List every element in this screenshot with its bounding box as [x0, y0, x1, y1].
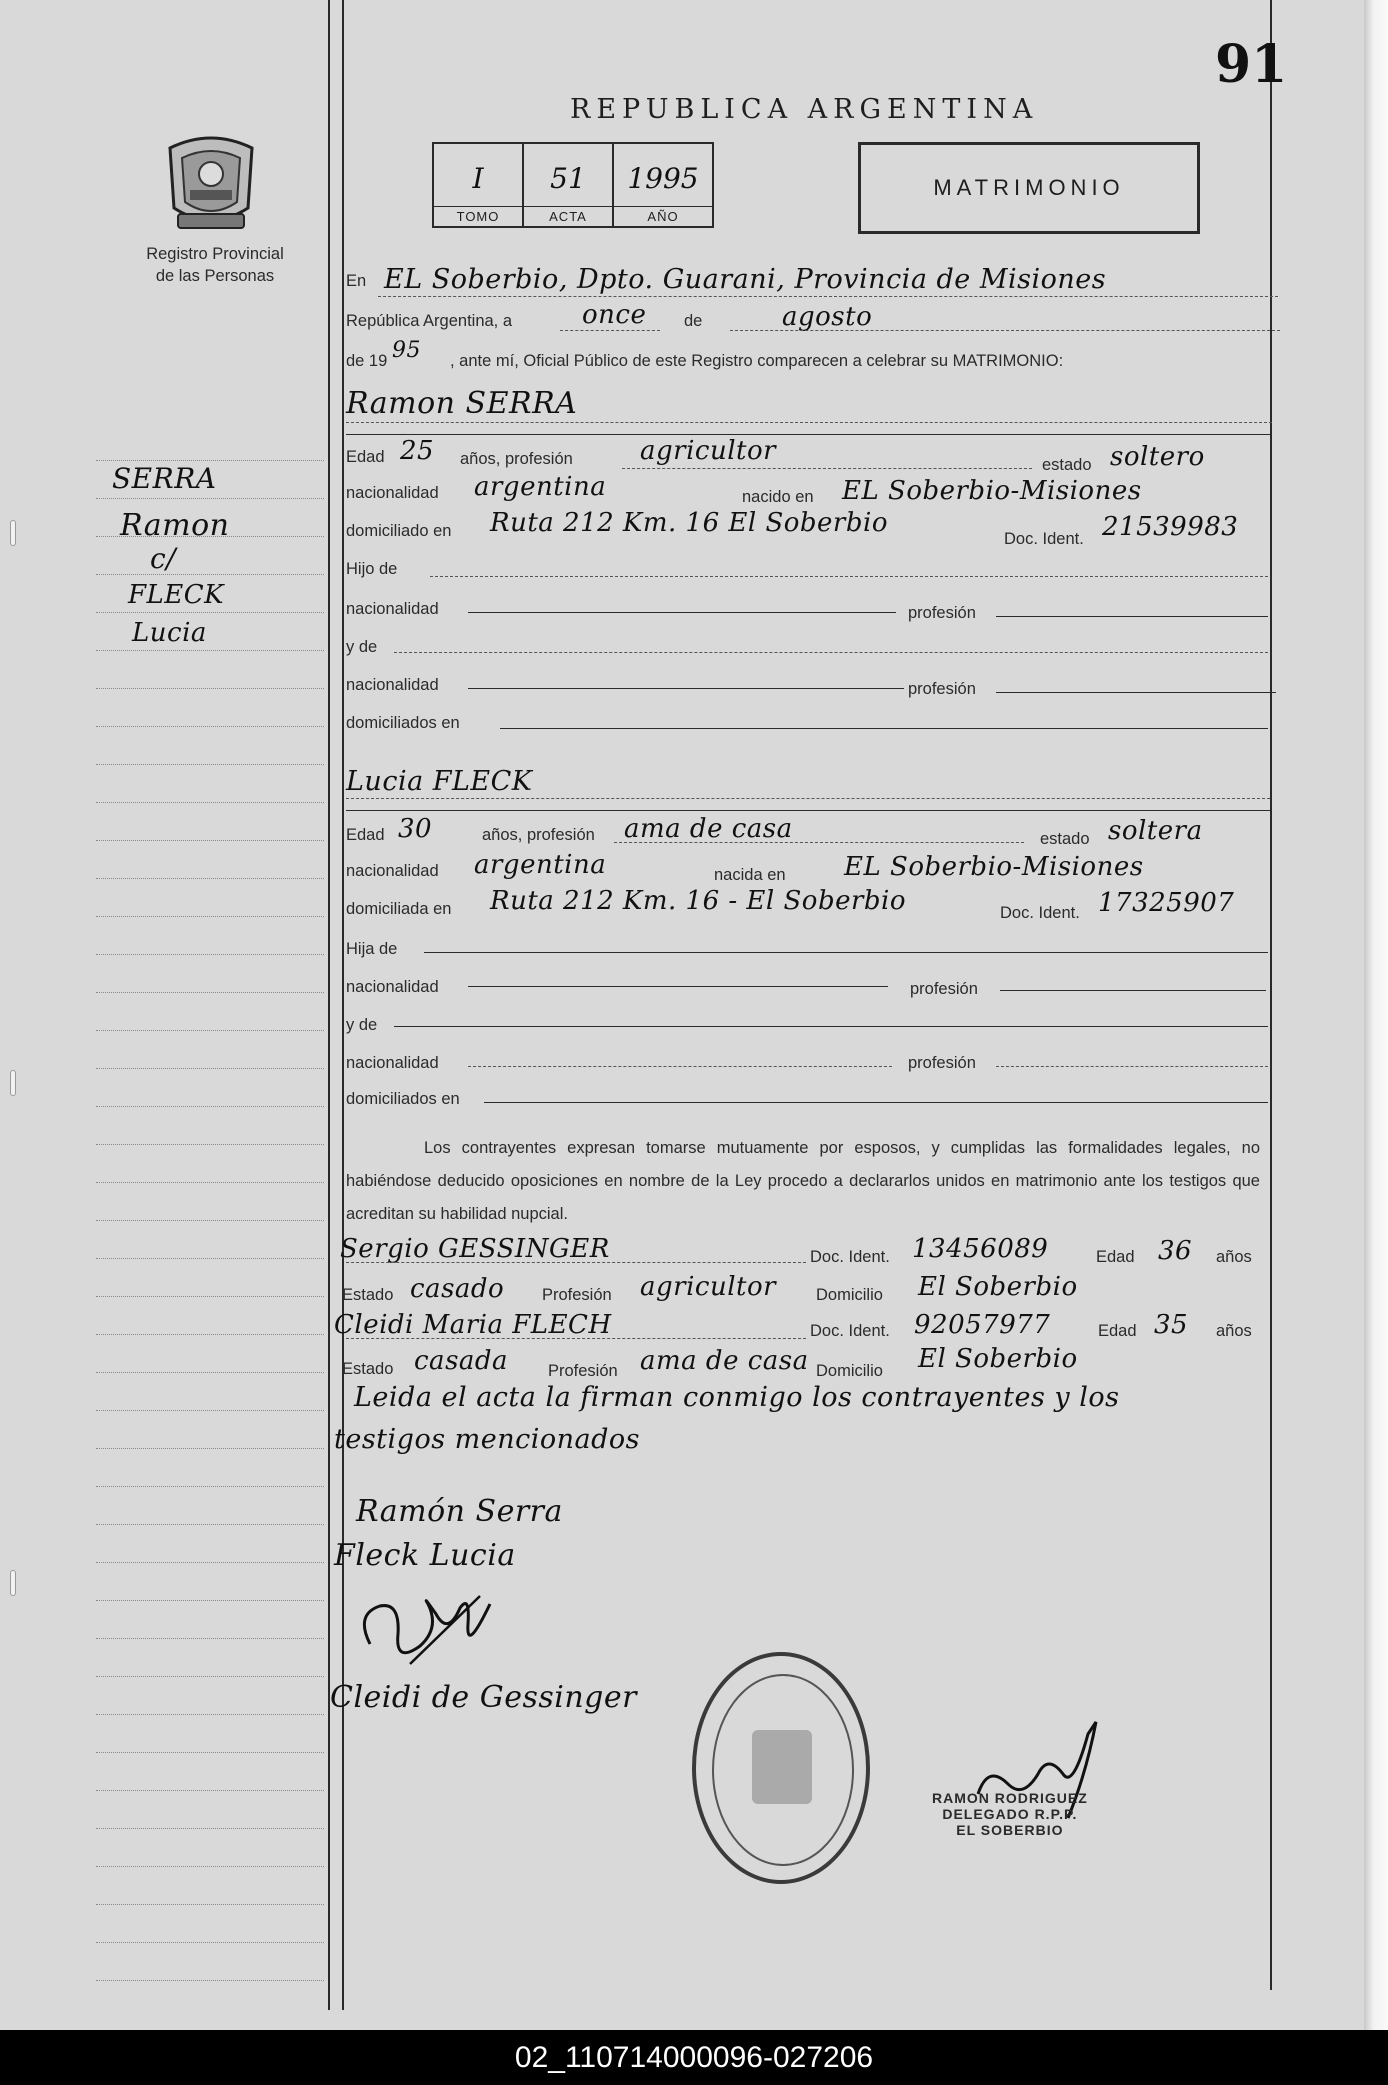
- month-line: [730, 330, 1280, 331]
- margin-rule-line: [96, 1106, 324, 1107]
- place-line: [378, 296, 1278, 297]
- groom-nac-label: nacionalidad: [346, 600, 439, 618]
- bride-nac-line: [468, 986, 888, 987]
- bride-nacionalidad-label: nacionalidad: [346, 862, 439, 880]
- en-label: En: [346, 272, 367, 290]
- ano-cell: [614, 144, 712, 228]
- bride-prof2-label: profesión: [908, 1054, 976, 1072]
- groom-estado: soltero: [1110, 442, 1205, 472]
- acta-value: 51: [550, 162, 586, 195]
- margin-rule-line: [96, 1866, 324, 1867]
- groom-prof-line: [622, 468, 1032, 469]
- margin-rule-line: [96, 1296, 324, 1297]
- margin-rule-line: [96, 1182, 324, 1183]
- margin-rule-line: [96, 1562, 324, 1563]
- place-value: EL Soberbio, Dpto. Guarani, Provincia de Misiones: [384, 264, 1107, 295]
- tomo-cell: [434, 144, 524, 228]
- witness2-doc-label: Doc. Ident.: [810, 1322, 890, 1340]
- witness2-estado: casada: [414, 1346, 509, 1376]
- witness2-doc: 92057977: [914, 1310, 1051, 1340]
- bride-prof-line: [614, 842, 1024, 843]
- margin-note-line-4: FLECK: [128, 580, 225, 610]
- witness1-estado: casado: [410, 1274, 505, 1304]
- witness2-name: Cleidi Maria FLECH: [334, 1310, 612, 1340]
- margin-rule-line: [96, 1410, 324, 1411]
- margin-rule-line: [96, 1676, 324, 1677]
- groom-anos-prof-label: años, profesión: [460, 450, 573, 468]
- bride-doc: 17325907: [1098, 888, 1235, 918]
- bride-profession: ama de casa: [624, 814, 793, 844]
- witness1-name: Sergio GESSINGER: [340, 1234, 610, 1264]
- acta-label: ACTA: [524, 206, 612, 224]
- margin-rule-line: [96, 574, 324, 575]
- seal-emblem: [752, 1730, 812, 1804]
- margin-note-line-5: Lucia: [132, 618, 207, 648]
- margin-rule-line: [96, 1600, 324, 1601]
- page-number: 91: [1215, 34, 1288, 95]
- margin-rule-line: [96, 460, 324, 461]
- bride-anos-prof-label: años, profesión: [482, 826, 595, 844]
- day-line: [560, 330, 660, 331]
- margin-rule-line: [96, 1334, 324, 1335]
- bride-age: 30: [398, 814, 433, 844]
- margin-note-line-3: c/: [150, 542, 177, 575]
- bride-nacida-label: nacida en: [714, 866, 786, 884]
- margin-rule-line: [96, 1448, 324, 1449]
- margin-note-line-1: SERRA: [112, 462, 217, 495]
- witness1-name-line: [346, 1262, 806, 1263]
- bride-name: Lucia FLECK: [346, 766, 533, 797]
- margin-note-line-2: Ramon: [120, 508, 230, 543]
- witness2-dom-label: Domicilio: [816, 1362, 883, 1380]
- margin-rule-line: [96, 1942, 324, 1943]
- groom-prof2-label: profesión: [908, 680, 976, 698]
- witness1-dom-label: Domicilio: [816, 1286, 883, 1304]
- groom-estado-label: estado: [1042, 456, 1092, 474]
- page-title: REPUBLICA ARGENTINA: [570, 94, 1039, 125]
- official-name: RAMON RODRIGUEZ: [932, 1790, 1088, 1806]
- groom-domiciliados-label: domiciliados en: [346, 714, 460, 732]
- groom-nac2-label: nacionalidad: [346, 676, 439, 694]
- witness1-age: 36: [1158, 1236, 1193, 1266]
- page-edge: [1364, 0, 1388, 2030]
- margin-rule-line: [96, 1714, 324, 1715]
- witness1-domicile: El Soberbio: [918, 1272, 1078, 1302]
- witness1-doc-label: Doc. Ident.: [810, 1248, 890, 1266]
- margin-rule-line: [96, 840, 324, 841]
- witness2-domicile: El Soberbio: [918, 1344, 1078, 1374]
- de-label: de: [684, 312, 703, 330]
- signature-groom: Ramón Serra: [356, 1494, 563, 1529]
- margin-rule-line: [96, 764, 324, 765]
- witness2-profession: ama de casa: [640, 1346, 809, 1376]
- margin-rule-line: [96, 954, 324, 955]
- witness1-doc: 13456089: [912, 1234, 1049, 1264]
- witness2-prof-label: Profesión: [548, 1362, 618, 1380]
- bride-nac2-label: nacionalidad: [346, 1054, 439, 1072]
- bride-estado: soltera: [1108, 816, 1203, 846]
- month-value: agosto: [782, 302, 873, 332]
- witness1-anos-label: años: [1216, 1248, 1252, 1266]
- bride-domiciliados-label: domiciliados en: [346, 1090, 460, 1108]
- registry-name: [112, 243, 318, 287]
- margin-rule-line: [96, 1372, 324, 1373]
- groom-hijo-label: Hijo de: [346, 560, 398, 578]
- margin-rule-line: [96, 726, 324, 727]
- witness2-anos-label: años: [1216, 1322, 1252, 1340]
- bride-prof2b-line: [996, 1066, 1268, 1067]
- margin-rule-line: [96, 1638, 324, 1639]
- groom-profession: agricultor: [640, 436, 777, 466]
- margin-rule-line: [96, 612, 324, 613]
- republica-label: República Argentina, a: [346, 312, 513, 330]
- groom-prof2b-line: [996, 692, 1276, 693]
- record-type-box: [858, 142, 1200, 234]
- groom-name: Ramon SERRA: [346, 386, 578, 421]
- groom-doc: 21539983: [1102, 512, 1239, 542]
- margin-rule-line: [96, 1524, 324, 1525]
- groom-nacionalidad-label: nacionalidad: [346, 484, 439, 502]
- witness1-edad-label: Edad: [1096, 1248, 1135, 1266]
- groom-domiciliados-line: [500, 728, 1268, 729]
- witness2-name-line: [346, 1338, 806, 1339]
- bride-domiciliada-label: domiciliada en: [346, 900, 452, 918]
- bride-doc-label: Doc. Ident.: [1000, 904, 1080, 922]
- witness1-estado-label: Estado: [342, 1286, 394, 1304]
- margin-rule-line: [96, 1980, 324, 1981]
- bride-nac-label: nacionalidad: [346, 978, 439, 996]
- binding-stitch: [10, 1570, 16, 1596]
- witness1-profession: agricultor: [640, 1272, 777, 1302]
- groom-nacido-label: nacido en: [742, 488, 814, 506]
- groom-prof2-line: [996, 616, 1268, 617]
- ano-label: AÑO: [614, 206, 712, 224]
- margin-rule-line: [96, 688, 324, 689]
- bride-estado-label: estado: [1040, 830, 1090, 848]
- groom-birthplace: EL Soberbio-Misiones: [842, 476, 1142, 506]
- groom-yde-label: y de: [346, 638, 378, 656]
- bride-divider: [346, 810, 1270, 811]
- bride-hija-line: [424, 952, 1268, 953]
- bride-prof-line2: [1000, 990, 1266, 991]
- bride-yde-label: y de: [346, 1016, 378, 1034]
- registry-line-1: Registro Provincial: [146, 245, 284, 263]
- groom-nac2-line: [468, 688, 904, 689]
- ano-value: 1995: [627, 162, 699, 195]
- bride-domiciliados-line: [484, 1102, 1268, 1103]
- coat-of-arms-icon: [160, 128, 262, 234]
- closing-line-2: testigos mencionados: [334, 1424, 641, 1455]
- margin-rule-line: [96, 1258, 324, 1259]
- bride-prof-label: profesión: [910, 980, 978, 998]
- witness2-estado-label: Estado: [342, 1360, 394, 1378]
- document-id-footer: 02_110714000096-027206: [0, 2030, 1388, 2085]
- declaration-text: Los contrayentes expresan tomarse mutuamente por esposos, y cumplidas las formalidades legales, no habiéndose deducido oposiciones en nombre de la Ley procedo a declararlos unidos en matrimonio ante los testigos que acreditan su habilidad nupcial.: [346, 1139, 1260, 1223]
- signature-witness1-scribble: [350, 1584, 500, 1674]
- year-suffix: 95: [392, 338, 421, 363]
- margin-rule-line: [96, 1486, 324, 1487]
- bride-domicile: Ruta 212 Km. 16 - El Soberbio: [490, 886, 907, 916]
- margin-ruled-lines: [96, 0, 324, 2010]
- binding-stitch: [10, 1070, 16, 1096]
- signature-bride: Fleck Lucia: [334, 1538, 516, 1573]
- groom-domicile: Ruta 212 Km. 16 El Soberbio: [490, 508, 888, 538]
- tomo-label: TOMO: [434, 206, 522, 224]
- registry-line-2: de las Personas: [155, 267, 275, 285]
- closing-line-1: Leida el acta la firman conmigo los contrayentes y los: [354, 1382, 1120, 1413]
- bride-nationality: argentina: [474, 850, 607, 880]
- margin-rule-line: [96, 802, 324, 803]
- record-type: MATRIMONIO: [933, 175, 1125, 200]
- witness2-edad-label: Edad: [1098, 1322, 1137, 1340]
- margin-rule-line: [96, 992, 324, 993]
- groom-doc-label: Doc. Ident.: [1004, 530, 1084, 548]
- day-value: once: [582, 300, 647, 330]
- margin-rule-line: [96, 1752, 324, 1753]
- officer-text: , ante mí, Oficial Público de este Registro comparecen a celebrar su MATRIMONIO:: [450, 352, 1064, 370]
- bride-nac2-line: [468, 1066, 892, 1067]
- margin-rule-line: [96, 1030, 324, 1031]
- official-place: EL SOBERBIO: [956, 1822, 1064, 1838]
- tomo-acta-ano-box: [432, 142, 714, 228]
- witness1-prof-label: Profesión: [542, 1286, 612, 1304]
- margin-rule-line: [96, 650, 324, 651]
- groom-prof-label: profesión: [908, 604, 976, 622]
- signature-witness2: Cleidi de Gessinger: [330, 1680, 637, 1715]
- bride-birthplace: EL Soberbio-Misiones: [844, 852, 1144, 882]
- margin-rule-line: [96, 1790, 324, 1791]
- official-stamp-text: [932, 1790, 1088, 1838]
- margin-rule-line: [96, 1220, 324, 1221]
- groom-name-line: [346, 422, 1272, 423]
- tomo-value: I: [472, 162, 484, 195]
- margin-rule-line: [96, 498, 324, 499]
- margin-rule-line: [96, 1144, 324, 1145]
- groom-divider: [346, 434, 1270, 435]
- binding-stitch: [10, 520, 16, 546]
- margin-rule-line: [96, 878, 324, 879]
- bride-yde-line: [394, 1026, 1268, 1027]
- acta-cell: [524, 144, 614, 228]
- margin-rule-line: [96, 1068, 324, 1069]
- margin-rule-line: [96, 1828, 324, 1829]
- bride-name-line: [346, 798, 1270, 799]
- bride-edad-label: Edad: [346, 826, 385, 844]
- official-title: DELEGADO R.P.P.: [942, 1806, 1078, 1822]
- year-prefix: de 19: [346, 352, 388, 370]
- groom-domiciliado-label: domiciliado en: [346, 522, 452, 540]
- margin-rule-line: [96, 1904, 324, 1905]
- witness2-age: 35: [1154, 1310, 1189, 1340]
- groom-nac-line: [468, 612, 896, 613]
- groom-hijo-line: [430, 576, 1268, 577]
- groom-nationality: argentina: [474, 472, 607, 502]
- bride-hija-label: Hija de: [346, 940, 398, 958]
- groom-age: 25: [400, 436, 435, 466]
- groom-edad-label: Edad: [346, 448, 385, 466]
- groom-yde-line: [394, 652, 1268, 653]
- margin-rule-line: [96, 916, 324, 917]
- right-rule: [1270, 0, 1272, 1990]
